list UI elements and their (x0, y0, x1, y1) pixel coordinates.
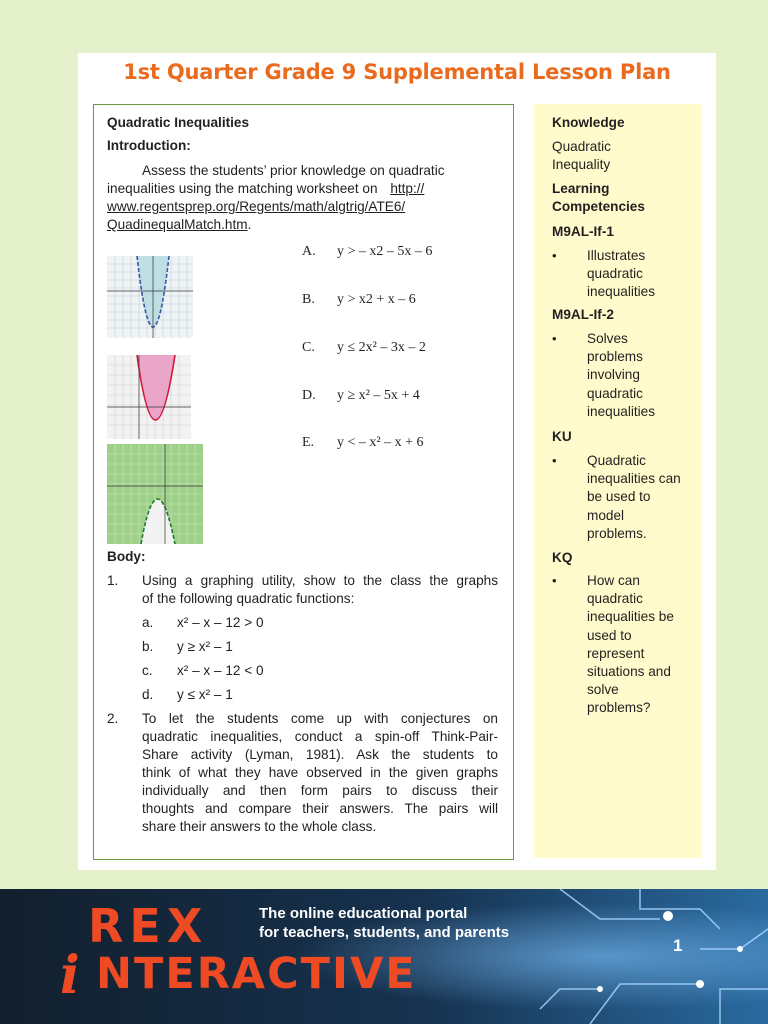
intro-heading: Introduction: (107, 138, 191, 153)
graph-1-parabola-up-blue (107, 248, 199, 340)
item-2-number: 2. (107, 711, 119, 726)
period: . (247, 217, 252, 232)
kq-heading: KQ (552, 550, 573, 565)
bullet-2: • (552, 331, 557, 346)
tagline (259, 904, 509, 942)
option-b: B. y > x2 + x – 6 (302, 292, 416, 307)
footer-banner (0, 889, 768, 1024)
intro-line-4 (107, 216, 251, 234)
ku-text: Quadratic inequalities can be used to model problems. (587, 453, 681, 541)
sidebar-panel (534, 104, 702, 858)
item-2-line-2: quadratic inequalities, conduct a spin-off Think-Pair- (142, 729, 498, 744)
item-1-number: 1. (107, 573, 119, 588)
subitem-c-expr: x² – x – 12 < 0 (177, 663, 264, 678)
competency-2-code: M9AL-If-2 (552, 307, 614, 322)
option-d: D. y ≥ x² – 5x + 4 (302, 388, 420, 403)
subitem-d-expr: y ≤ x² – 1 (177, 687, 233, 702)
item-1-line-1: Using a graphing utility, show to the class the graphs (142, 573, 498, 588)
bullet-3: • (552, 453, 557, 468)
bullet-1: • (552, 248, 557, 263)
competency-2-text: Solves problems involving quadratic inequalities (587, 331, 656, 419)
page-title: 1st Quarter Grade 9 Supplemental Lesson Plan (123, 60, 671, 84)
competency-1-code: M9AL-If-1 (552, 224, 614, 239)
item-2-line-4: think of what they have observed in the given graphs (142, 765, 498, 780)
item-2-line-6: thoughts and compare their answers. The pairs will (142, 801, 498, 816)
item-2-line-3: Share activity (Lyman, 1981). Ask the students to (142, 747, 498, 762)
body-heading: Body: (107, 549, 146, 564)
option-a: A. y > – x2 – 5x – 6 (302, 244, 433, 259)
tagline-line-1: The online educational portal (259, 905, 468, 922)
intro-line-1: Assess the students’ prior knowledge on quadratic (142, 163, 445, 178)
kq-text: How can quadratic inequalities be used to represent situations and solve problems? (587, 573, 674, 716)
subitem-a-expr: x² – x – 12 > 0 (177, 615, 264, 630)
item-2-line-5: individually and then form pairs to discuss their (142, 783, 498, 798)
main-content-box (93, 104, 514, 860)
learning-competencies-heading: Learning Competencies (552, 181, 645, 215)
subitem-b-expr: y ≥ x² – 1 (177, 639, 233, 654)
option-c: C. y ≤ 2x² – 3x – 2 (302, 340, 426, 355)
topic-heading: Quadratic Inequalities (107, 115, 250, 130)
option-e: E. y < – x² – x + 6 (302, 435, 424, 450)
brand-logo-interactive: NTERACTIVE (96, 949, 417, 999)
knowledge-text: Quadratic Inequality (552, 139, 611, 173)
item-2-line-1: To let the students come up with conjectures on (142, 711, 498, 726)
brand-logo-i: i (60, 945, 80, 1006)
graph-3-parabola-down-green (107, 444, 203, 544)
subitem-a: a. (142, 615, 154, 630)
item-2-line-7: share their answers to the whole class. (142, 819, 377, 834)
subitem-c: c. (142, 663, 153, 678)
subitem-d: d. (142, 687, 154, 702)
intro-line-3 (107, 198, 405, 216)
subitem-b: b. (142, 639, 154, 654)
ku-heading: KU (552, 429, 572, 444)
intro-text: inequalities using the matching worksheet on (107, 181, 378, 196)
tagline-line-2: for teachers, students, and parents (259, 924, 510, 941)
graph-2-parabola-up-pink (107, 355, 197, 439)
worksheet-link-end[interactable]: QuadinequalMatch.htm (107, 217, 248, 232)
worksheet-link-middle[interactable]: www.regentsprep.org/Regents/math/algtrig/ATE6/ (107, 199, 406, 214)
page-number: 1 (673, 936, 683, 955)
item-1-line-2: of the following quadratic functions: (142, 591, 355, 606)
lesson-page (78, 53, 716, 870)
knowledge-heading: Knowledge (552, 115, 625, 130)
bullet-4: • (552, 573, 557, 588)
brand-logo-rex: REX (88, 899, 209, 953)
intro-line-2 (107, 180, 424, 198)
competency-1-text: Illustrates quadratic inequalities (587, 248, 656, 300)
worksheet-link-start[interactable]: http:// (390, 181, 425, 196)
